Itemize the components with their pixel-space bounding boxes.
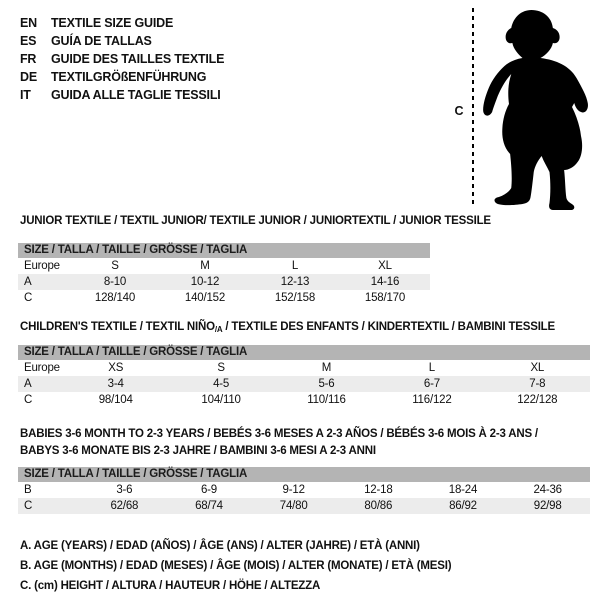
table-row-height <box>18 290 430 306</box>
size-cell: 6-9 <box>200 484 217 496</box>
language-code: IT <box>20 88 31 102</box>
row-label: A <box>24 378 32 390</box>
guide-title-en: TEXTILE SIZE GUIDE <box>51 16 174 30</box>
size-cell: 140/152 <box>184 292 226 304</box>
row-label: B <box>24 484 32 496</box>
language-code: FR <box>20 52 37 66</box>
babies-title-line1: BABIES 3-6 MONTH TO 2-3 YEARS / BEBÉS 3-6 MESES A 2-3 AÑOS / BÉBÉS 3-6 MOIS À 2-3 ANS / <box>20 428 538 440</box>
language-code: EN <box>20 16 37 30</box>
size-cell: 116/122 <box>412 394 452 406</box>
size-cell: 158/170 <box>364 292 406 304</box>
size-cell: 68/74 <box>195 500 223 512</box>
size-cell: 10-12 <box>190 276 220 288</box>
size-cell: M <box>200 260 210 272</box>
size-cell: 24-36 <box>533 484 562 496</box>
table-row-age <box>18 376 590 392</box>
guide-title-de: TEXTILGRÖßENFÜHRUNG <box>51 70 207 84</box>
size-cell: L <box>428 362 435 374</box>
size-cell: 12-13 <box>280 276 310 288</box>
babies-section-title <box>20 426 538 460</box>
row-label: C <box>24 500 33 512</box>
size-cell: 92/98 <box>533 500 562 512</box>
size-cell: 7-8 <box>529 378 546 390</box>
row-label: A <box>24 276 32 288</box>
size-cell: 5-6 <box>318 378 335 390</box>
table-row-height <box>18 498 590 514</box>
legend-row-de <box>20 68 224 86</box>
guide-title-it: GUIDA ALLE TAGLIE TESSILI <box>51 88 221 102</box>
size-cell: 14-16 <box>370 276 400 288</box>
size-cell: 18-24 <box>448 484 478 496</box>
children-size-table <box>18 345 590 408</box>
language-legend <box>20 14 224 104</box>
guide-title-es: GUÍA DE TALLAS <box>51 34 152 48</box>
size-cell: 62/68 <box>110 500 139 512</box>
size-cell: XL <box>530 362 545 374</box>
size-cell: XL <box>378 260 392 272</box>
children-section-title <box>20 319 555 338</box>
children-title-sub: /A <box>214 325 223 334</box>
size-cell: 4-5 <box>213 378 230 390</box>
children-title-post: / TEXTILE DES ENFANTS / KINDERTEXTIL / BAMBINI TESSILE <box>222 321 555 333</box>
table-row-europe <box>18 360 590 376</box>
size-cell: 9-12 <box>282 484 305 496</box>
table-row-months <box>18 482 590 498</box>
toddler-silhouette-image <box>482 4 590 212</box>
babies-size-table <box>18 467 590 514</box>
table-row-height <box>18 392 590 408</box>
size-cell: 74/80 <box>279 500 308 512</box>
babies-title-line2: BABYS 3-6 MONATE BIS 2-3 JAHRE / BAMBINI 3-6 MESI A 2-3 ANNI <box>20 445 376 457</box>
legend-row-it <box>20 86 224 104</box>
legend-row-en <box>20 14 224 32</box>
junior-section-title: JUNIOR TEXTILE / TEXTIL JUNIOR/ TEXTILE JUNIOR / JUNIORTEXTIL / JUNIOR TESSILE <box>20 215 491 227</box>
row-label: C <box>24 394 33 406</box>
children-title-pre: CHILDREN'S TEXTILE / TEXTIL NIÑO <box>20 321 215 333</box>
table-row-age <box>18 274 430 290</box>
size-cell: 104/110 <box>201 394 241 406</box>
footnote-age-months: B. AGE (MONTHS) / EDAD (MESES) / ÂGE (MOIS) / ALTER (MONATE) / ETÀ (MESI) <box>20 560 452 572</box>
footnote-age-years: A. AGE (YEARS) / EDAD (AÑOS) / ÂGE (ANS) / ALTER (JAHRE) / ETÀ (ANNI) <box>20 540 420 552</box>
height-dashed-line <box>472 8 474 207</box>
size-cell: 80/86 <box>364 500 393 512</box>
row-label: Europe <box>24 260 60 272</box>
size-cell: S <box>111 260 119 272</box>
junior-size-table <box>18 243 430 306</box>
legend-row-fr <box>20 50 224 68</box>
table-row-europe <box>18 258 430 274</box>
language-code: DE <box>20 70 37 84</box>
size-cell: 86/92 <box>449 500 477 512</box>
size-cell: 128/140 <box>94 292 136 304</box>
size-cell: S <box>217 362 225 374</box>
height-measure-label: C <box>454 104 464 118</box>
size-cell: M <box>321 362 332 374</box>
size-cell: XS <box>108 362 124 374</box>
size-cell: 122/128 <box>517 394 558 406</box>
size-cell: 12-18 <box>364 484 393 496</box>
size-cell: 3-6 <box>116 484 133 496</box>
size-cell: 152/158 <box>274 292 316 304</box>
footnotes <box>20 536 451 596</box>
size-header-bar: SIZE / TALLA / TAILLE / GRÖSSE / TAGLIA <box>18 243 430 258</box>
footnote-height-cm: C. (cm) HEIGHT / ALTURA / HAUTEUR / HÖHE / ALTEZZA <box>20 580 321 592</box>
size-cell: 3-4 <box>107 378 124 390</box>
size-cell: L <box>291 260 299 272</box>
guide-title-fr: GUIDE DES TAILLES TEXTILE <box>51 52 225 66</box>
size-cell: 98/104 <box>98 394 133 406</box>
size-header-bar: SIZE / TALLA / TAILLE / GRÖSSE / TAGLIA <box>18 345 590 360</box>
row-label: C <box>24 292 33 304</box>
size-cell: 110/116 <box>307 394 346 406</box>
row-label: Europe <box>24 362 60 374</box>
size-cell: 8-10 <box>103 276 127 288</box>
language-code: ES <box>20 34 37 48</box>
size-cell: 6-7 <box>423 378 440 390</box>
size-header-bar: SIZE / TALLA / TAILLE / GRÖSSE / TAGLIA <box>18 467 590 482</box>
legend-row-es <box>20 32 224 50</box>
